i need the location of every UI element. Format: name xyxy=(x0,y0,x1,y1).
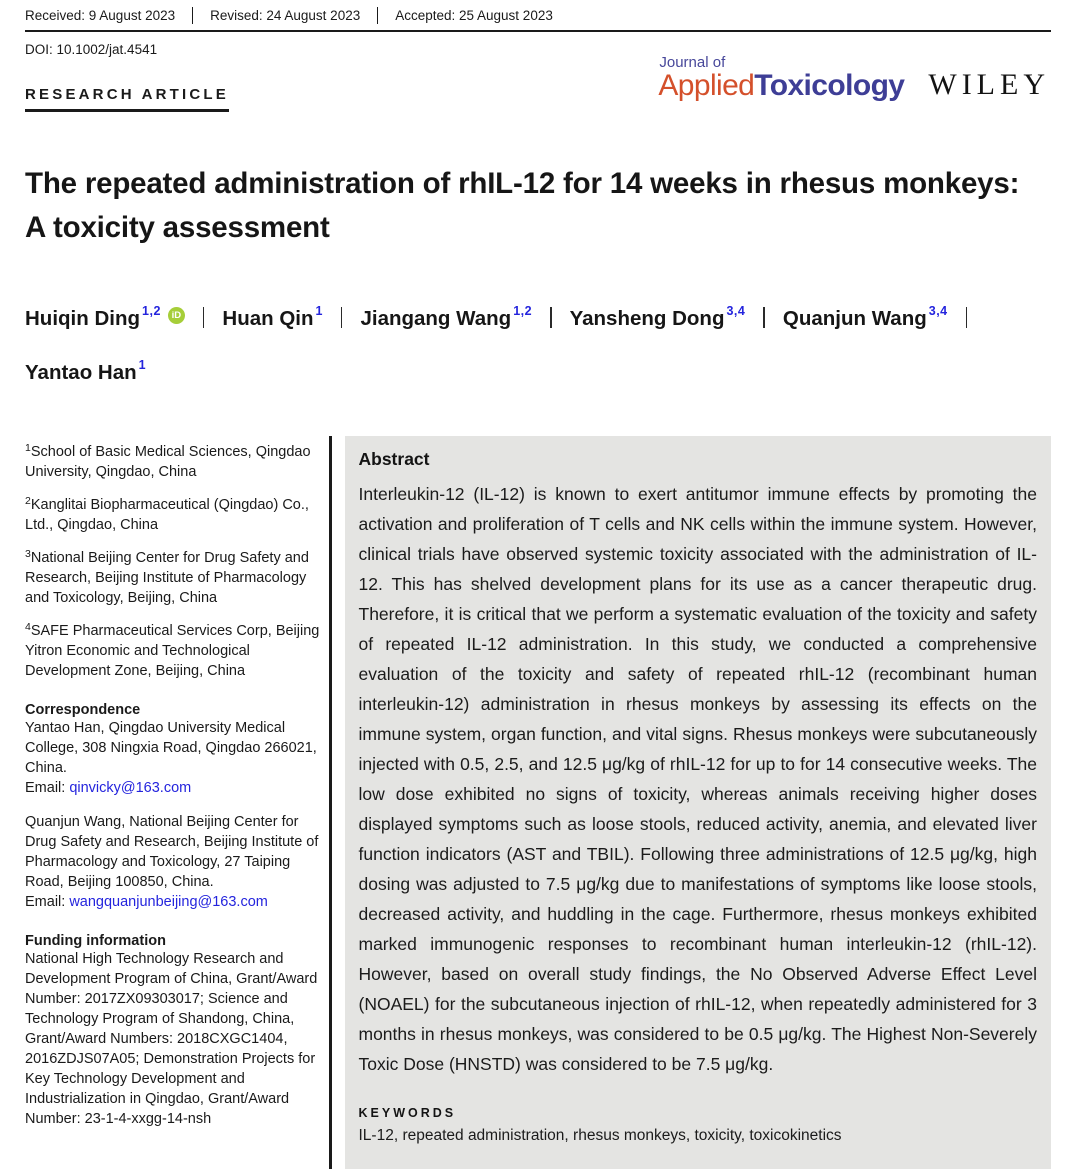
accepted-date: Accepted: 25 August 2023 xyxy=(377,7,570,24)
affiliation-text: National Beijing Center for Drug Safety and Research, Beijing Institute of Pharmacology and Toxicology, Beijing, China xyxy=(25,550,309,606)
author-yantao-han xyxy=(25,358,147,384)
abstract-heading: Abstract xyxy=(358,449,430,469)
article-type-label: RESEARCH ARTICLE xyxy=(25,86,229,112)
journal-name-block xyxy=(658,55,904,101)
author-separator xyxy=(341,307,343,328)
author-name: Huiqin Ding xyxy=(25,307,141,330)
email-label: Email: xyxy=(25,780,70,796)
column-divider-rule xyxy=(329,436,332,1169)
page-title: The repeated administration of rhIL-12 for 14 weeks in rhesus monkeys: A toxicity assessment xyxy=(25,167,1020,244)
author-affiliation-sup: 1,2 xyxy=(513,304,533,318)
author-huiqin-ding xyxy=(25,304,185,330)
affiliation-sup: 2 xyxy=(25,495,31,507)
author-affiliation-sup: 3,4 xyxy=(928,304,948,318)
author-name: Yantao Han xyxy=(25,361,137,384)
content-columns xyxy=(25,436,1051,1169)
affiliation-sup: 1 xyxy=(25,442,31,454)
affiliation-text: SAFE Pharmaceutical Services Corp, Beijing Yitron Economic and Technological Development Zone, Beijing, China xyxy=(25,623,320,679)
author-quanjun-wang xyxy=(782,304,948,330)
wiley-logo: WILEY xyxy=(928,68,1050,101)
received-revised-accepted-bar xyxy=(25,0,1051,32)
author-huan-qin xyxy=(222,304,323,330)
author-jiangang-wang xyxy=(360,304,533,330)
email-link-wangquanjun[interactable]: wangquanjunbeijing@163.com xyxy=(69,894,268,910)
abstract-panel xyxy=(345,436,1052,1169)
funding-heading: Funding information xyxy=(25,933,166,949)
author-yansheng-dong xyxy=(569,304,746,330)
author-separator xyxy=(763,307,765,328)
affiliation-3 xyxy=(25,544,322,608)
affiliation-sup: 3 xyxy=(25,548,31,560)
author-affiliation-sup: 1 xyxy=(138,358,147,372)
author-affiliation-sup: 1 xyxy=(315,304,323,318)
email-link-qinvicky[interactable]: qinvicky@163.com xyxy=(69,780,192,796)
author-list xyxy=(25,288,1051,396)
doi: DOI: 10.1002/jat.4541 xyxy=(25,42,158,57)
author-name: Quanjun Wang xyxy=(782,307,927,330)
left-column xyxy=(25,436,322,1169)
journal-toxicology-text: Toxicology xyxy=(754,69,905,102)
affiliation-sup: 4 xyxy=(25,621,31,633)
keywords-heading: KEYWORDS xyxy=(358,1106,457,1120)
correspondence-heading: Correspondence xyxy=(25,702,141,718)
author-separator xyxy=(966,307,968,328)
revised-date: Revised: 24 August 2023 xyxy=(192,7,377,24)
affiliation-2 xyxy=(25,491,322,535)
journal-logo xyxy=(658,55,1050,101)
affiliation-4 xyxy=(25,617,322,681)
author-name: Huan Qin xyxy=(222,307,314,330)
journal-title-text xyxy=(658,71,904,101)
author-affiliation-sup: 3,4 xyxy=(726,304,746,318)
keywords-text: IL-12, repeated administration, rhesus monkeys, toxicity, toxicokinetics xyxy=(358,1127,842,1144)
correspondence-text: Yantao Han, Qingdao University Medical College, 308 Ningxia Road, Qingdao 266021, China. xyxy=(25,720,317,776)
abstract-text: Interleukin-12 (IL-12) is known to exert antitumor immune effects by promoting the activation and proliferation of T cells and NK cells within the immune system. However, clinical trials have observed systemic toxicity associated with the administration of IL-12. This has shelved development plans for its use as a cancer therapeutic drug. Therefore, it is critical that we perform a systematic evaluation of the toxicity and safety of repeated IL-12 administration. In this study, we conducted a comprehensive evaluation of the toxicity and safety of repeated rhIL-12 (recombinant human interleukin-12) administration in rhesus monkeys by assessing its effects on the immune system, organ function, and vital signs. Rhesus monkeys were subcutaneously injected with 0.5, 2.5, and 12.5 μg/kg of rhIL-12 for up to for 14 consecutive weeks. The low dose exhibited no signs of toxicity, whereas animals receiving higher doses displayed symptoms such as loose stools, reduced activity, anemia, and elevated liver function indicators (AST and TBIL). Following three administrations of 12.5 μg/kg, high dosing was adjusted to 7.5 μg/kg due to manifestations of symptoms like loose stools, decreased activity, and huddling in the cage. Furthermore, rhesus monkeys exhibited marked immunogenic responses to recombinant human interleukin-12 (rhIL-12). However, based on overall study findings, the No Observed Adverse Effect Level (NOAEL) for the subcutaneous injection of rhIL-12, when repeatedly administered for 3 months in rhesus monkeys, was considered to be 0.5 μg/kg. The Highest Non-Severely Toxic Dose (HNSTD) was considered to be 7.5 μg/kg. xyxy=(358,484,1037,1074)
journal-of-text: Journal of xyxy=(659,54,726,71)
correspondence-text: Quanjun Wang, National Beijing Center for Drug Safety and Research, Beijing Institute of Pharmacology and Toxicology, 27 Taiping Road, Beijing 100850, China. xyxy=(25,814,319,890)
author-name: Yansheng Dong xyxy=(569,307,725,330)
affiliation-text: School of Basic Medical Sciences, Qingdao University, Qingdao, China xyxy=(25,444,311,480)
author-affiliation-sup: 1,2 xyxy=(142,304,161,318)
author-name: Jiangang Wang xyxy=(360,307,512,330)
funding-text: National High Technology Research and Development Program of China, Grant/Award Number: 2017ZX09303017; Science and Technology Program of Shandong, China, Grant/Award Numbers: 2018CXGC1404, 2016ZDJS07A05; Demonstration Projects for Key Technology Development and Industrialization in Qingdao, Grant/Award Number: 23-1-4-xxgg-14-nsh xyxy=(25,951,318,1127)
correspondence-entry-2 xyxy=(25,812,322,912)
affiliation-1 xyxy=(25,438,322,482)
affiliation-text: Kanglitai Biopharmaceutical (Qingdao) Co., Ltd., Qingdao, China xyxy=(25,497,309,533)
author-separator xyxy=(203,307,205,328)
orcid-icon[interactable]: iD xyxy=(168,307,185,324)
author-separator xyxy=(550,307,552,328)
email-label: Email: xyxy=(25,894,70,910)
correspondence-entry-1 xyxy=(25,718,322,798)
journal-applied-text: Applied xyxy=(658,69,755,102)
received-date: Received: 9 August 2023 xyxy=(25,8,176,23)
